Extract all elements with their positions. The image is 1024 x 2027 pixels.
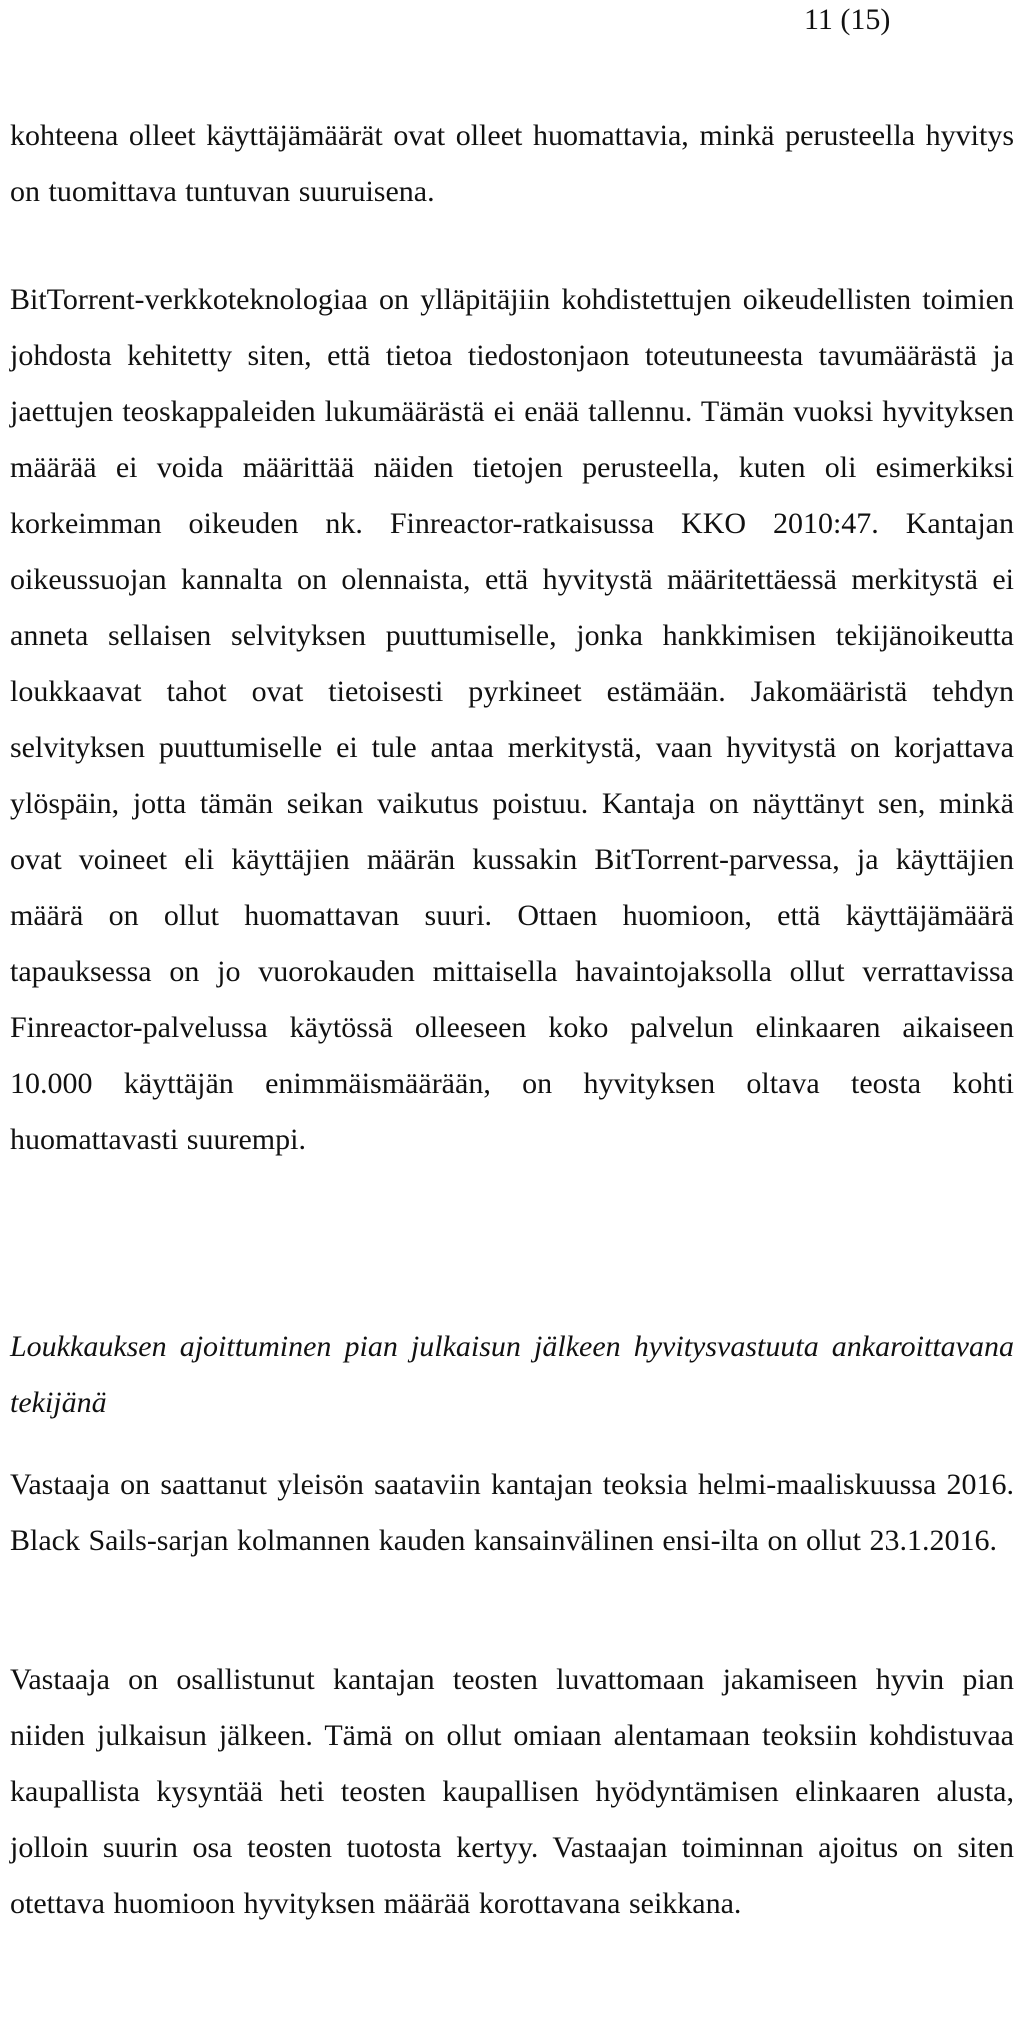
paragraph-1: kohteena olleet käyttäjämäärät ovat olleet huomattavia, minkä perusteella hyvitys on tuomittava tuntuvan suuruisena. [10, 119, 1014, 208]
page-number: 11 (15) [804, 3, 891, 36]
paragraph-4: Vastaaja on osallistunut kantajan teosten luvattomaan jakamiseen hyvin pian niiden julkaisun jälkeen. Tämä on ollut omiaan alentamaan teoksiin kohdistuvaa kaupallista kysyntää heti teosten kaupallisen hyödyntämisen elinkaaren alusta, jolloin suurin osa teosten tuotosta kertyy. Vastaajan toiminnan ajoitus on siten otettava huomioon hyvityksen määrää korottavana seikkana. [10, 1663, 1014, 1920]
paragraph-3: Vastaaja on saattanut yleisön saataviin kantajan teoksia helmi-maaliskuussa 2016. Black Sails-sarjan kolmannen kauden kansainvälinen ensi-ilta on ollut 23.1.2016. [10, 1468, 1014, 1557]
section-heading: Loukkauksen ajoittuminen pian julkaisun jälkeen hyvitysvastuuta ankaroittavana tekijänä [10, 1330, 1014, 1419]
paragraph-2: BitTorrent-verkkoteknologiaa on ylläpitäjiin kohdistettujen oikeudellisten toimien johdosta kehitetty siten, että tietoa tiedostonjaon toteutuneesta tavumäärästä ja jaettujen teoskappaleiden lukumäärästä ei enää tallennu. Tämän vuoksi hyvityksen määrää ei voida määrittää näiden tietojen perusteella, kuten oli esimerkiksi korkeimman oikeuden nk. Finreactor-ratkaisussa KKO 2010:47. Kantajan oikeussuojan kannalta on olennaista, että hyvitystä määritettäessä merkitystä ei anneta sellaisen selvityksen puuttumiselle, jonka hankkimisen tekijänoikeutta loukkaavat tahot ovat tietoisesti pyrkineet estämään. Jakomääristä tehdyn selvityksen puuttumiselle ei tule antaa merkitystä, vaan hyvitystä on korjattava ylöspäin, jotta tämän seikan vaikutus poistuu. Kantaja on näyttänyt sen, minkä ovat voineet eli käyttäjien määrän kussakin BitTorrent-parvessa, ja käyttäjien määrä on ollut huomattavan suuri. Ottaen huomioon, että käyttäjämäärä tapauksessa on jo vuorokauden mittaisella havaintojaksolla ollut verrattavissa Finreactor-palvelussa käytössä olleeseen koko palvelun elinkaaren aikaiseen 10.000 käyttäjän enimmäismäärään, on hyvityksen oltava teosta kohti huomattavasti suurempi. [10, 283, 1014, 1156]
